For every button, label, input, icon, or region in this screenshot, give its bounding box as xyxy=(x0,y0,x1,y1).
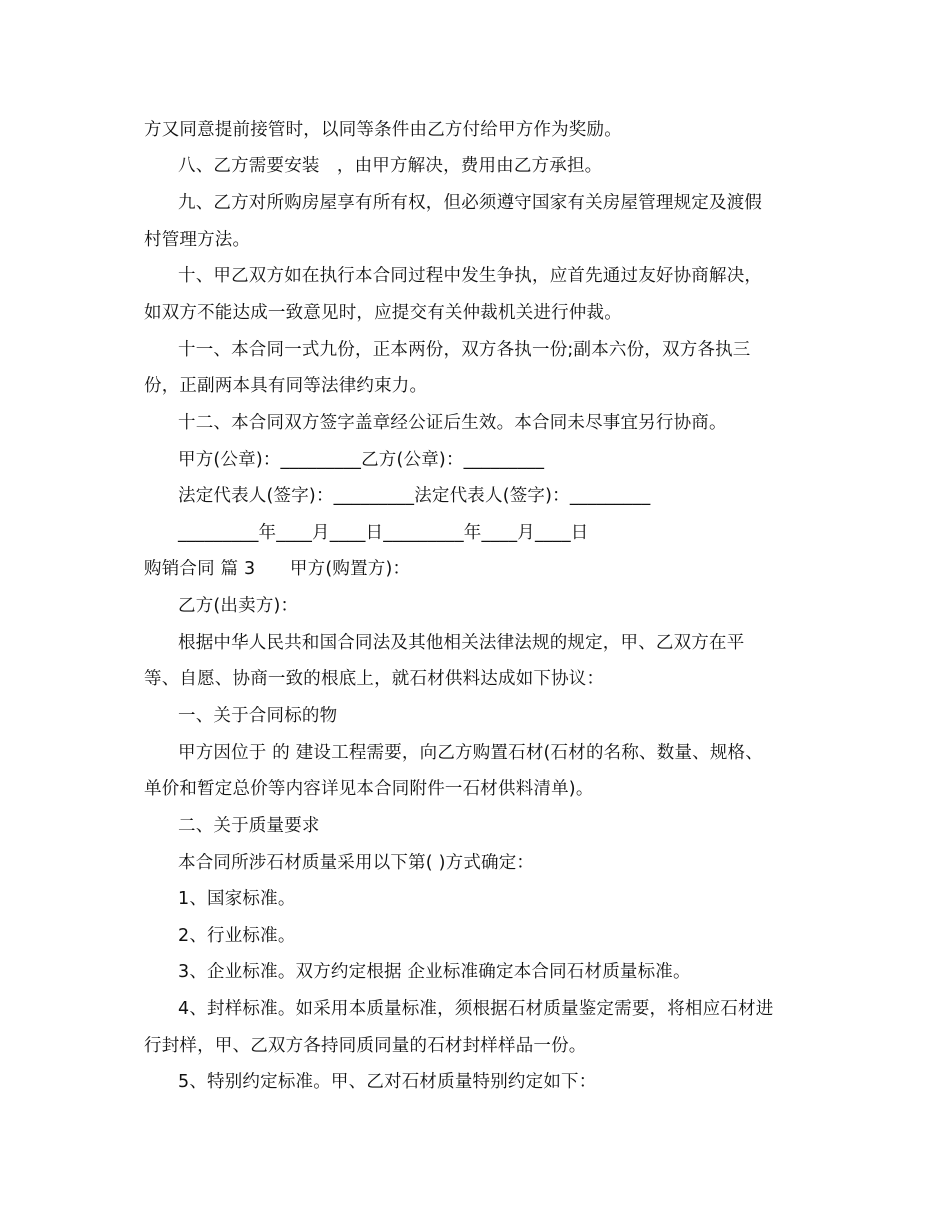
list-item: 2、行业标准。 xyxy=(178,926,296,946)
text-line: 十二、本合同双方签字盖章经公证后生效。本合同未尽事宜另行协商。 xyxy=(178,413,727,433)
text-line: 行封样，甲、乙双方各持同质同量的石材封样样品一份。 xyxy=(144,1036,587,1056)
list-item: 5、特别约定标准。甲、乙对石材质量特别约定如下： xyxy=(178,1072,597,1092)
clause-heading: 二、关于质量要求 xyxy=(178,816,320,836)
text-line: 方又同意提前接管时，以同等条件由乙方付给甲方作为奖励。 xyxy=(144,120,622,140)
text-line: 本合同所涉石材质量采用以下第( )方式确定： xyxy=(178,853,535,873)
text-line: 份，正副两本具有同等法律约束力。 xyxy=(144,376,428,396)
clause-heading: 一、关于合同标的物 xyxy=(178,706,338,726)
list-item: 4、封样标准。如采用本质量标准，须根据石材质量鉴定需要，将相应石材进 xyxy=(178,999,774,1019)
text-line: 九、乙方对所购房屋享有所有权，但必须遵守国家有关房屋管理规定及渡假 xyxy=(178,193,763,213)
list-item: 3、企业标准。双方约定根据 企业标准确定本合同石材质量标准。 xyxy=(178,962,691,982)
text-line: 十一、本合同一式九份，正本两份，双方各执一份;副本六份，双方各执三 xyxy=(178,340,751,360)
signature-line-date: _________年____月____日_________年____月____日 xyxy=(178,523,589,543)
list-item: 1、国家标准。 xyxy=(178,889,296,909)
text-line: 如双方不能达成一致意见时，应提交有关仲裁机关进行仲裁。 xyxy=(144,303,622,323)
text-line: 甲方因位于 的 建设工程需要，向乙方购置石材(石材的名称、数量、规格、 xyxy=(178,743,763,763)
text-line: 单价和暂定总价等内容详见本合同附件一石材供料清单)。 xyxy=(144,779,594,799)
text-line: 等、自愿、协商一致的根底上，就石材供料达成如下协议： xyxy=(144,669,605,689)
text-line: 乙方(出卖方)： xyxy=(178,596,299,616)
text-line: 村管理方法。 xyxy=(144,230,251,250)
text-line: 十、甲乙双方如在执行本合同过程中发生争执，应首先通过友好协商解决， xyxy=(178,266,763,286)
section-heading: 购销合同 篇 3 甲方(购置方)： xyxy=(144,559,411,579)
signature-line-representative: 法定代表人(签字)：_________法定代表人(签字)：_________ xyxy=(178,486,651,506)
text-line: 八、乙方需要安装 ，由甲方解决，费用由乙方承担。 xyxy=(178,156,603,176)
text-line: 根据中华人民共和国合同法及其他相关法律法规的规定，甲、乙双方在平 xyxy=(178,633,745,653)
signature-line-seal: 甲方(公章)：_________乙方(公章)：_________ xyxy=(178,450,545,470)
